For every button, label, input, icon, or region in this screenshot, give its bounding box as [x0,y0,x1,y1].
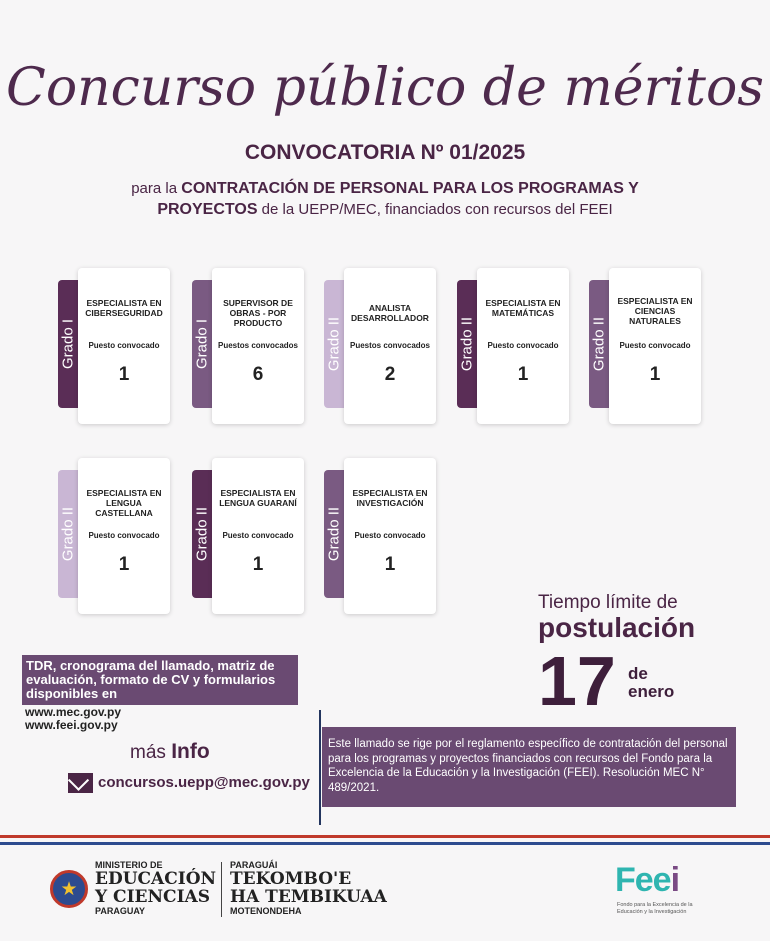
position-name: ESPECIALISTA EN INVESTIGACIÓN [352,488,428,508]
deadline-subheading: postulación [538,612,696,643]
convocatoria-number: CONVOCATORIA Nº 01/2025 [244,141,526,164]
deadline-day: 17 [538,642,616,720]
position-name: ESPECIALISTA EN CIENCIAS NATURALES [617,296,693,326]
grade-tab [457,280,477,408]
positions-count: 1 [649,364,661,385]
grade-label: Grado II [59,506,77,562]
deadline-month-de: de [628,664,648,683]
position-name: ANALISTA DESARROLLADOR [351,303,429,323]
grade-tab [589,280,609,408]
intro-text [90,178,680,220]
website-link[interactable]: www.mec.gov.py [25,705,122,719]
position-card [58,268,170,424]
grade-label: Grado I [193,318,211,370]
position-card [192,458,304,614]
position-name: SUPERVISOR DE OBRAS - POR PRODUCTO [223,298,293,328]
position-name: ESPECIALISTA EN CIBERSEGURIDAD [85,298,163,318]
divider-line [319,710,321,825]
grade-tab [58,280,78,408]
mec-logo-line3: Y CIENCIAS [95,887,210,907]
feei-logo-subtitle: Fondo para la Excelencia de la Educación y la Investigación [617,902,693,915]
positions-label: Puestos convocados [217,341,299,350]
positions-label: Puesto convocado [619,341,691,350]
positions-label: Puesto convocado [222,531,294,540]
website-list [25,706,121,732]
guarani-logo-line3: HA TEMBIKUAA [230,887,387,907]
position-card [324,458,436,614]
flag-stripe-blue [0,842,770,845]
flag-stripe-white [0,839,770,841]
position-card [58,458,170,614]
grade-label: Grado I [59,318,77,370]
positions-label: Puesto convocado [487,341,559,350]
position-name: ESPECIALISTA EN LENGUA GUARANÍ [219,488,297,508]
contact-email[interactable]: concursos.uepp@mec.gov.py [98,774,310,791]
position-card [457,268,569,424]
position-name: ESPECIALISTA EN MATEMÁTICAS [485,298,561,318]
positions-count: 1 [384,554,396,575]
guarani-logo-line2: TEKOMBO'E [230,869,352,889]
intro-pre: para la [131,180,182,197]
mec-logo-line2: EDUCACIÓN [95,869,217,889]
tdr-banner: TDR, cronograma del llamado, matriz de evaluación, formato de CV y formularios disponibles en [22,655,298,705]
positions-label: Puesto convocado [354,531,426,540]
positions-label: Puesto convocado [88,531,160,540]
grade-label: Grado II [325,506,343,562]
position-card [324,268,436,424]
positions-count: 2 [384,364,396,385]
positions-count: 1 [517,364,529,385]
grade-label: Grado II [325,316,343,372]
page-title: Concurso público de méritos [6,58,764,118]
intro-post: de la UEPP/MEC, financiados con recursos del FEEI [257,201,613,218]
mail-icon [68,773,93,793]
flag-stripe-red [0,835,770,838]
more-info-bold: Info [171,740,210,763]
feei-logo: Feei [615,861,680,899]
grade-tab [324,280,344,408]
website-link[interactable]: www.feei.gov.py [25,718,118,732]
positions-count: 1 [252,554,264,575]
position-card [192,268,304,424]
grade-label: Grado II [590,316,608,372]
logo-separator [221,862,222,917]
positions-count: 6 [252,364,264,385]
guarani-logo-line1: PARAGUÁI [230,860,278,870]
positions-label: Puestos convocados [349,341,431,350]
positions-label: Puesto convocado [88,341,160,350]
guarani-logo [230,860,387,916]
deadline-month [628,665,674,701]
guarani-logo-line4: MOTENONDEHA [230,906,302,916]
deadline-heading: Tiempo límite de [538,592,678,613]
regulation-notice: Este llamado se rige por el reglamento específico de contratación del personal para los programas y proyectos financiados con recursos del Fondo para la Excelencia de la Educación y la Investigación (FEEI). Resolución MEC N° 489/2021. [322,727,736,807]
position-name: ESPECIALISTA EN LENGUA CASTELLANA [86,488,162,518]
grade-tab [58,470,78,598]
grade-label: Grado II [458,316,476,372]
mec-logo-line4: PARAGUAY [95,906,146,916]
grade-tab [324,470,344,598]
more-info-pre: más [130,742,172,763]
mec-logo [95,860,216,916]
position-card [589,268,701,424]
grade-label: Grado II [193,506,211,562]
more-info-label [130,740,210,764]
deadline-month-name: enero [628,682,675,701]
grade-tab [192,470,212,598]
national-seal-icon: ★ [50,870,88,908]
positions-count: 1 [118,364,130,385]
grade-tab [192,280,212,408]
intro-bold: CONTRATACIÓN DE PERSONAL PARA LOS PROGRAMAS Y PROYECTOS [157,180,639,218]
mec-logo-line1: MINISTERIO DE [95,860,163,870]
positions-count: 1 [118,554,130,575]
